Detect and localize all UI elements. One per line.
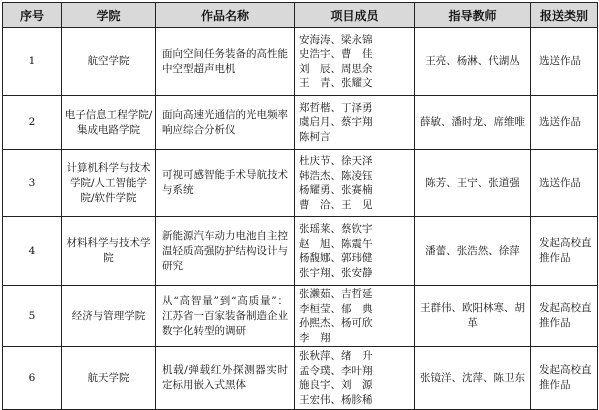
cell-advisors: 张镜洋、沈萍、陈卫东 [415, 347, 531, 410]
award-table [2, 2, 598, 410]
cell-no: 3 [3, 150, 62, 217]
cell-category: 选送作品 [531, 150, 598, 217]
member-line: 张濑茹、吉哲延 [299, 288, 373, 300]
cell-work: 机载/弹载红外探测器实时定标用嵌入式黑体 [156, 347, 295, 410]
cell-advisors: 王群伟、欧阳林寒、胡革 [415, 286, 531, 347]
cell-category: 选送作品 [531, 96, 598, 150]
member-line: 杨馥娜、郭玮健 [299, 252, 373, 264]
member-line: 杨耀勇、张赛楠 [299, 184, 373, 196]
member-line: 韩浩杰、陈凌钰 [299, 169, 373, 182]
cell-advisors: 陈芳、王宁、张道强 [415, 150, 531, 217]
member-line: 孙熙杰、杨可欣 [299, 317, 373, 329]
header-members: 项目成员 [295, 3, 415, 28]
member-line: 张瑶莱、蔡钦宇 [299, 223, 373, 235]
cell-members [295, 347, 415, 410]
header-work: 作品名称 [156, 3, 295, 28]
member-line: 王宏伟、杨胗稀 [299, 393, 373, 406]
member-line: 孟令璞、李叶翔 [299, 364, 373, 377]
cell-advisors: 潘蕾、张浩然、徐萍 [415, 217, 531, 286]
cell-members [295, 150, 415, 217]
table-row [3, 150, 598, 217]
header-advisors: 指导教师 [415, 3, 531, 28]
cell-category: 发起高校直推作品 [531, 217, 598, 286]
cell-category: 选送作品 [531, 28, 598, 96]
cell-advisors: 王亮、杨淋、代湖丛 [415, 28, 531, 96]
table-row [3, 28, 598, 96]
member-line: 王 青、张耀文 [299, 77, 373, 89]
cell-members [295, 217, 415, 286]
cell-category: 发起高校直推作品 [531, 347, 598, 410]
cell-no: 6 [3, 347, 62, 410]
member-line: 张秋萍、绪 升 [299, 350, 373, 362]
member-line: 曹 洽、王 见 [299, 198, 373, 211]
cell-college: 电子信息工程学院/集成电路学院 [62, 96, 156, 150]
cell-category: 发起高校直推作品 [531, 286, 598, 347]
cell-members [295, 286, 415, 347]
member-line: 安海涛、梁永锦 [299, 33, 373, 46]
table-row [3, 286, 598, 347]
member-line: 杜庆节、徐天泽 [299, 155, 373, 167]
member-line: 李 翔 [299, 331, 331, 344]
cell-no: 2 [3, 96, 62, 150]
member-line: 李桓莹、郁 典 [299, 302, 373, 315]
cell-work: 从“高智量”到“高质量”：江苏省一百家装备制造企业数字化转型的调研 [156, 286, 295, 347]
cell-college: 计算机科学与技术学院/人工智能学院/软件学院 [62, 150, 156, 217]
header-no: 序号 [3, 3, 62, 28]
member-line: 虞启月、蔡宇翔 [299, 116, 373, 129]
cell-college: 经济与管理学院 [62, 286, 156, 347]
cell-college: 航空学院 [62, 28, 156, 96]
member-line: 张宇翔、张安静 [299, 266, 373, 279]
member-line: 史浩宇、曹 佳 [299, 48, 373, 60]
header-college: 学院 [62, 3, 156, 28]
cell-members [295, 28, 415, 96]
cell-college: 航天学院 [62, 347, 156, 410]
member-line: 郑哲楷、丁泽勇 [299, 101, 373, 114]
cell-no: 5 [3, 286, 62, 347]
cell-advisors: 薛敏、潘时龙、席维唯 [415, 96, 531, 150]
header-category: 报送类别 [531, 3, 598, 28]
member-line: 施良宇、刘 源 [299, 379, 373, 391]
member-line: 陈柯言 [299, 130, 331, 143]
cell-members [295, 96, 415, 150]
cell-work: 面向高速光通信的光电频率响应综合分析仪 [156, 96, 295, 150]
member-line: 赵 旭、陈震午 [299, 237, 373, 250]
cell-no: 1 [3, 28, 62, 96]
cell-no: 4 [3, 217, 62, 286]
cell-work: 面向空间任务装备的高性能中空型超声电机 [156, 28, 295, 96]
table-row [3, 96, 598, 150]
cell-work: 新能源汽车动力电池自主控温轻质高强防护结构设计与研究 [156, 217, 295, 286]
cell-college: 材料科学与技术学院 [62, 217, 156, 286]
table-row [3, 347, 598, 410]
header-row [3, 3, 598, 28]
member-line: 刘 辰、周思余 [299, 62, 373, 75]
cell-work: 可视可感智能手术导航技术与系统 [156, 150, 295, 217]
table-row [3, 217, 598, 286]
